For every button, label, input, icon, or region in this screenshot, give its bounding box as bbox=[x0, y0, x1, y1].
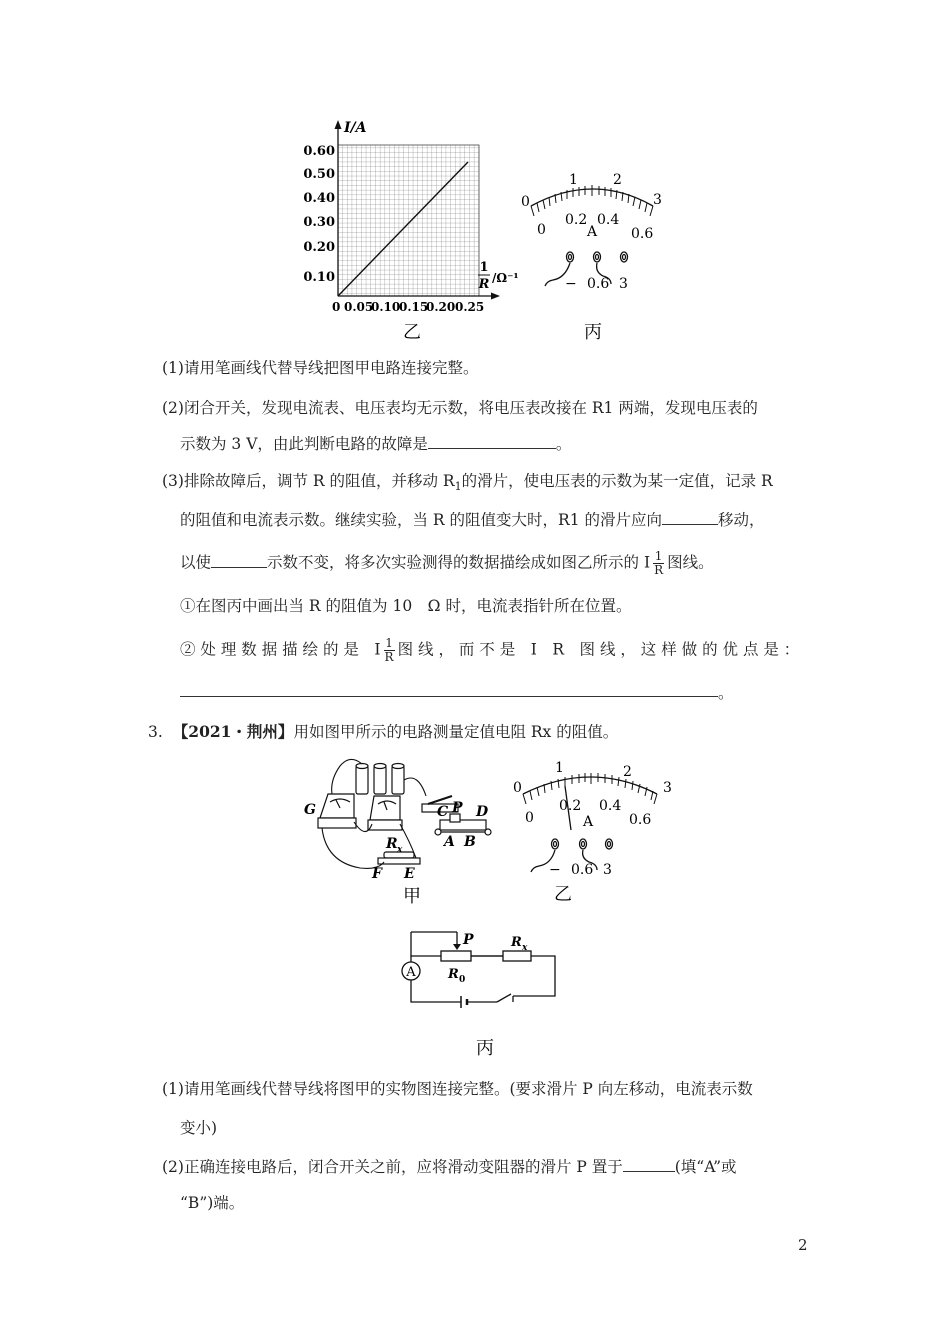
question-number: 3. bbox=[148, 723, 163, 741]
y-tick: 0.30 bbox=[303, 215, 335, 230]
y-tick: 0.10 bbox=[303, 270, 335, 285]
dial-ticks bbox=[531, 185, 653, 216]
answer-blank-meter[interactable] bbox=[211, 551, 267, 568]
x-tick: 0.05 bbox=[344, 300, 374, 314]
label-a: A bbox=[444, 834, 455, 850]
x-tick: 0.15 bbox=[399, 300, 429, 314]
x-tick: 0.25 bbox=[455, 300, 485, 314]
scale-label: 2 bbox=[613, 172, 622, 188]
page-number: 2 bbox=[798, 1236, 808, 1254]
text-segment: 图 线 ， 而 不 是 I R 图 线 ， 这 样 做 的 优 点 是 ： bbox=[397, 640, 800, 659]
text-segment: (3)排除故障后，调节 R 的阻值，并移动 R bbox=[162, 472, 455, 490]
x-tick-labels bbox=[332, 300, 484, 314]
r0-label bbox=[447, 967, 465, 985]
x-tick: 0.10 bbox=[371, 300, 401, 314]
scale-label: 0.6 bbox=[631, 226, 654, 242]
label-r: R bbox=[386, 836, 398, 852]
label-p: P bbox=[452, 800, 463, 816]
scale-label: 2 bbox=[623, 764, 632, 780]
circuit-wires bbox=[411, 932, 555, 1002]
text-segment: 图线。 bbox=[667, 553, 714, 572]
physical-circuit-jia bbox=[300, 752, 500, 912]
circuit-diagram-bing bbox=[375, 920, 575, 1062]
resistor-r0 bbox=[441, 951, 471, 961]
label-b: B bbox=[464, 834, 476, 850]
label-f: F bbox=[372, 866, 382, 882]
label-d: D bbox=[476, 804, 489, 820]
svg-text:1: 1 bbox=[479, 260, 489, 275]
slider-arrow bbox=[453, 944, 461, 950]
y-tick-labels bbox=[303, 144, 335, 285]
figure-caption-yi: 乙 bbox=[403, 322, 421, 343]
battery-symbol bbox=[461, 996, 467, 1008]
scale-label: 3 bbox=[653, 192, 662, 208]
scale-label: 1 bbox=[569, 172, 578, 188]
scale-label: 0 bbox=[525, 810, 534, 826]
y-tick: 0.60 bbox=[303, 144, 335, 159]
q2-part3-line2 bbox=[180, 508, 765, 531]
q2-part3-sub2 bbox=[180, 637, 799, 664]
ammeter-body bbox=[318, 794, 356, 828]
ammeter-dial-yi bbox=[505, 756, 675, 906]
q3-part2-line2: “B”)端。 bbox=[180, 1194, 245, 1212]
terminal-label: 0.6 bbox=[571, 862, 594, 878]
subscript: 1 bbox=[454, 480, 462, 494]
q2-part2-line2 bbox=[180, 432, 571, 455]
answer-blank-fault[interactable] bbox=[428, 432, 556, 449]
scale-label: 0 bbox=[521, 194, 530, 210]
figure-caption-yi: 乙 bbox=[554, 884, 572, 905]
y-tick: 0.40 bbox=[303, 191, 335, 206]
label-x: x bbox=[397, 845, 403, 855]
svg-text:/Ω⁻¹: /Ω⁻¹ bbox=[492, 271, 519, 285]
ammeter-dial-bing bbox=[515, 168, 675, 348]
y-tick: 0.20 bbox=[303, 240, 335, 255]
q2-part3-line1 bbox=[162, 470, 773, 498]
text-segment: 移动， bbox=[718, 511, 765, 529]
text-segment: 的阻值和电流表示数。继续实验，当 R 的阻值变大时，R1 的滑片应向 bbox=[180, 511, 662, 529]
scale-label: 0.6 bbox=[629, 812, 652, 828]
y-axis-label: I/A bbox=[344, 120, 367, 136]
text-segment: 。 bbox=[555, 435, 572, 453]
scale-label: 0 bbox=[513, 780, 522, 796]
y-tick: 0.50 bbox=[303, 167, 335, 182]
text-segment: (填“A”或 bbox=[674, 1158, 737, 1176]
text-segment: 示数不变，将多次实验测得的数据描绘成如图乙所示的 I bbox=[267, 553, 651, 572]
answer-blank-advantage[interactable] bbox=[180, 696, 718, 697]
terminal-label: − bbox=[549, 862, 561, 878]
q3-part2-line1 bbox=[162, 1155, 737, 1178]
text-segment: ② 处 理 数 据 描 绘 的 是 I bbox=[180, 640, 381, 659]
terminal-label: 0.6 bbox=[587, 276, 610, 292]
text-segment: 以使 bbox=[180, 553, 212, 572]
label-e: E bbox=[404, 866, 415, 882]
fraction-1-over-r: $\frac{1}{R}$ bbox=[654, 549, 664, 577]
switch-symbol bbox=[497, 994, 513, 1002]
text-segment: 的滑片，使电压表的示数为某一定值，记录 R bbox=[461, 472, 773, 490]
q2-part1: (1)请用笔画线代替导线把图甲电路连接完整。 bbox=[162, 359, 479, 377]
question-source: 【2021・荆州】 bbox=[172, 722, 294, 741]
dial-unit: A bbox=[583, 814, 594, 830]
dial-top-scale bbox=[513, 760, 672, 796]
q2-part2-line1: (2)闭合开关，发现电流表、电压表均无示数，将电压表改接在 R1 两端，发现电压表的 bbox=[162, 399, 758, 417]
scale-label: 3 bbox=[663, 780, 672, 796]
figure-caption-bing: 丙 bbox=[476, 1038, 494, 1059]
ammeter-label: A bbox=[406, 965, 416, 980]
label-g: G bbox=[304, 802, 316, 818]
terminal-label: − bbox=[565, 276, 577, 292]
figure-caption-bing: 丙 bbox=[584, 322, 602, 343]
label-c: C bbox=[437, 804, 449, 820]
dial-top-scale bbox=[521, 172, 662, 210]
fraction-1-over-r: $\frac{1}{R}$ bbox=[384, 636, 394, 664]
scale-label: 0 bbox=[537, 222, 546, 238]
svg-text:R: R bbox=[478, 277, 490, 292]
sentence-end: 。 bbox=[718, 684, 734, 702]
terminal-label: 3 bbox=[619, 276, 628, 292]
figure-caption-jia: 甲 bbox=[403, 886, 421, 907]
svg-text:x: x bbox=[522, 943, 528, 953]
dial-arc bbox=[523, 777, 657, 794]
svg-text:R: R bbox=[511, 935, 522, 950]
text-segment: 示数为 3 V，由此判断电路的故障是 bbox=[180, 435, 428, 453]
x-tick: 0 bbox=[332, 300, 341, 314]
scale-label: 0.4 bbox=[599, 798, 622, 814]
rx-label bbox=[510, 935, 528, 953]
terminal-labels bbox=[565, 276, 628, 292]
scale-label: 0.4 bbox=[597, 212, 620, 228]
q3-part1-line1: (1)请用笔画线代替导线将图甲的实物图连接完整。(要求滑片 P 向左移动，电流表示数 bbox=[162, 1080, 753, 1098]
terminal-labels bbox=[549, 862, 612, 878]
q3-part1-line2: 变小) bbox=[180, 1119, 218, 1137]
scale-label: 0.2 bbox=[559, 798, 582, 814]
scale-label: 0.2 bbox=[565, 212, 588, 228]
answer-blank-slider-end[interactable] bbox=[623, 1155, 675, 1172]
q2-part3-line3 bbox=[180, 550, 714, 577]
dial-unit: A bbox=[587, 224, 598, 240]
answer-blank-direction[interactable] bbox=[662, 508, 718, 525]
q3-stem bbox=[148, 721, 618, 743]
slider-label: P bbox=[463, 932, 474, 948]
scale-label: 1 bbox=[555, 760, 564, 776]
x-tick: 0.20 bbox=[426, 300, 456, 314]
battery-pack bbox=[356, 764, 404, 795]
iv-graph-figure bbox=[300, 110, 519, 350]
svg-text:0: 0 bbox=[459, 975, 466, 985]
x-axis-label bbox=[478, 260, 519, 292]
text-segment: (2)正确连接电路后，闭合开关之前，应将滑动变阻器的滑片 P 置于 bbox=[162, 1158, 623, 1176]
q2-part3-sub1: ①在图丙中画出当 R 的阻值为 10 Ω 时，电流表指针所在位置。 bbox=[180, 597, 632, 615]
terminal-label: 3 bbox=[603, 862, 612, 878]
question-text: 用如图甲所示的电路测量定值电阻 Rx 的阻值。 bbox=[293, 723, 619, 741]
voltmeter-body bbox=[368, 796, 402, 830]
svg-text:R: R bbox=[448, 967, 459, 982]
